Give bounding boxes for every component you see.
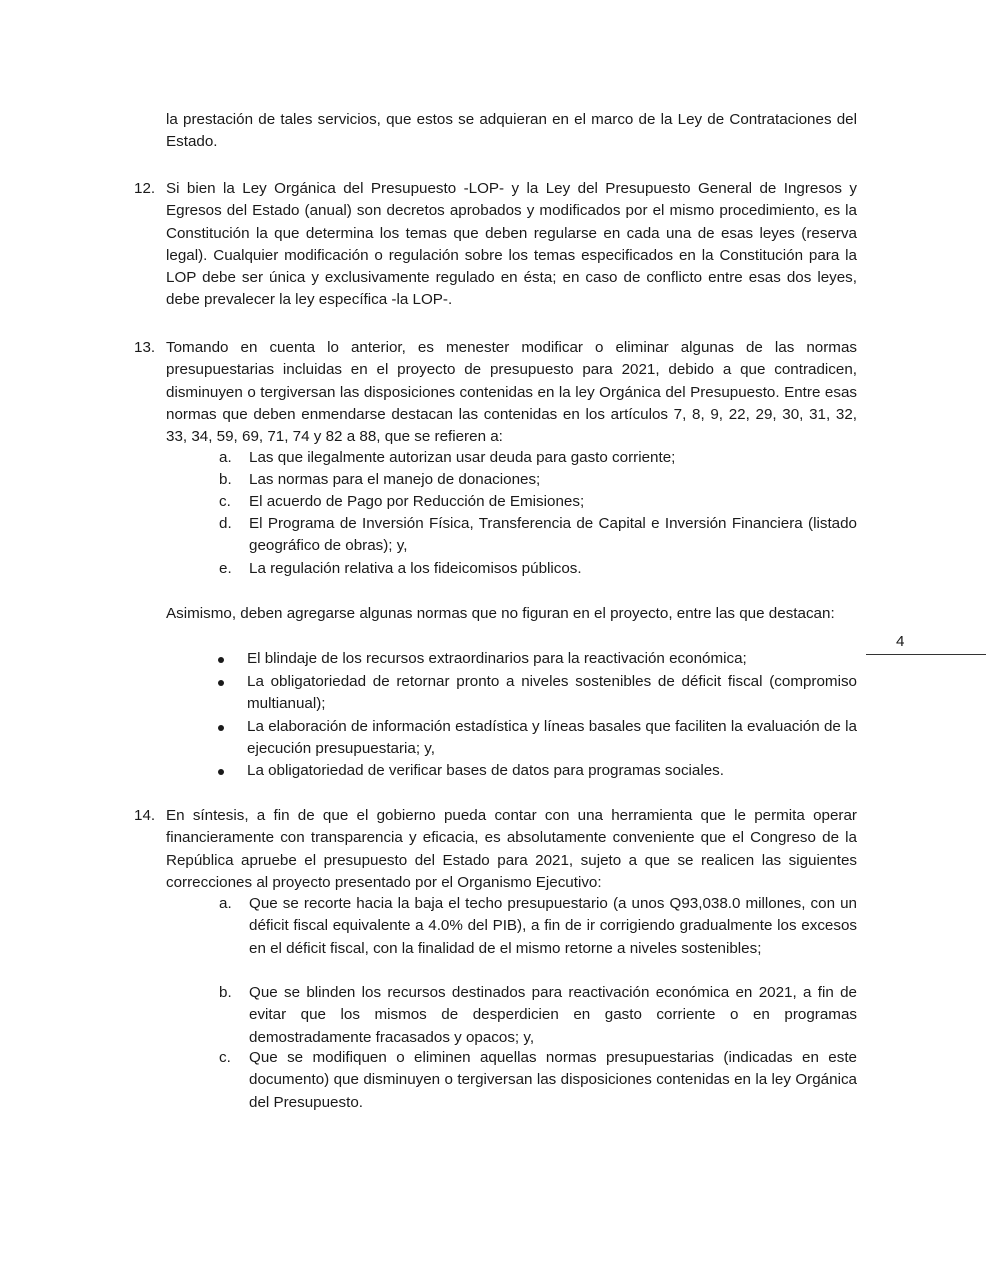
sub-marker: e. xyxy=(219,560,232,577)
item-14-text: En síntesis, a fin de que el gobierno pueda contar con una herramienta que le permita operar financieramente con transparencia y eficacia, es absolutamente conveniente que el Congreso de la República apruebe el presupuesto del Estado para 2021, sujeto a que se realicen las siguientes correcciones al proyecto presentado por el Organismo Ejecutivo: xyxy=(166,807,857,891)
sub-text: Las que ilegalmente autorizan usar deuda para gasto corriente; xyxy=(249,449,676,466)
item-13-sub-e xyxy=(219,558,857,580)
item-14-sub-b xyxy=(219,982,857,1049)
bullet-dot xyxy=(218,657,224,663)
item-12-text: Si bien la Ley Orgánica del Presupuesto -LOP- y la Ley del Presupuesto General de Ingresos y Egresos del Estado (anual) son decretos aprobados y modificados por el mismo procedimiento, es la Constitución la que determina los temas que deben regularse en cada una de esas leyes (reserva legal). Cualquier modificación o regulación sobre los temas especificados en la Constitución para la LOP debe ser única y exclusivamente regulado en ésta; en caso de conflicto entre esas dos leyes, debe prevalecer la ley específica -la LOP-. xyxy=(166,180,857,309)
sub-text: Que se recorte hacia la baja el techo presupuestario (a unos Q93,038.0 millones, con un déficit fiscal equivalente a 4.0% del PIB), a fin de ir corrigiendo gradualmente los excesos en el déficit fiscal, con la finalidad de el mismo retorne a niveles sostenibles; xyxy=(249,895,857,957)
item-13-number: 13. xyxy=(134,339,156,356)
item-14-sub-c xyxy=(219,1047,857,1114)
page-number: 4 xyxy=(896,633,905,650)
bullet-text: La obligatoriedad de verificar bases de datos para programas sociales. xyxy=(247,762,724,779)
sub-marker: d. xyxy=(219,515,232,532)
sub-text: La regulación relativa a los fideicomisos públicos. xyxy=(249,560,582,577)
additional-norms-intro: Asimismo, deben agregarse algunas normas que no figuran en el proyecto, entre las que destacan: xyxy=(166,605,835,622)
item-13-sub-c xyxy=(219,491,857,513)
bullet-dot xyxy=(218,680,224,686)
item-13-text: Tomando en cuenta lo anterior, es menester modificar o eliminar algunas de las normas presupuestarias incluidas en el proyecto de presupuesto para 2021, debido a que contradicen, disminuyen o tergiversan las disposiciones contenidas en la ley Orgánica del Presupuesto. Entre esas normas que deben enmendarse destacan las contenidas en los artículos 7, 8, 9, 22, 29, 30, 31, 32, 33, 34, 59, 69, 71, 74 y 82 a 88, que se refieren a: xyxy=(166,339,857,446)
page-number-rule xyxy=(866,654,986,655)
bullet-dot xyxy=(218,769,224,775)
item-12-number: 12. xyxy=(134,180,156,197)
intro-paragraph: la prestación de tales servicios, que estos se adquieran en el marco de la Ley de Contrataciones del Estado. xyxy=(166,111,857,151)
bullet-dot xyxy=(218,725,224,731)
bullet-text: El blindaje de los recursos extraordinarios para la reactivación económica; xyxy=(247,650,747,667)
item-12 xyxy=(134,178,857,312)
sub-text: El acuerdo de Pago por Reducción de Emisiones; xyxy=(249,493,585,510)
item-13-sub-a xyxy=(219,447,857,469)
sub-text: Que se modifiquen o eliminen aquellas normas presupuestarias (indicadas en este documento) que disminuyen o tergiversan las disposiciones contenidas en la ley Orgánica del Presupuesto. xyxy=(249,1049,857,1111)
sub-marker: b. xyxy=(219,471,232,488)
item-14-sub-a xyxy=(219,893,857,960)
sub-marker: a. xyxy=(219,449,232,466)
sub-text: Que se blinden los recursos destinados para reactivación económica en 2021, a fin de evitar que los mismos de desperdicien en gasto corriente o en programas demostradamente fracasados y opacos; y, xyxy=(249,984,857,1046)
item-14-number: 14. xyxy=(134,807,156,824)
bullet-item xyxy=(247,671,857,716)
item-14 xyxy=(134,805,857,894)
bullet-text: La elaboración de información estadística y líneas basales que faciliten la evaluación de la ejecución presupuestaria; y, xyxy=(247,718,857,758)
sub-marker: b. xyxy=(219,984,232,1001)
item-13-sub-d xyxy=(219,513,857,558)
bullet-item xyxy=(247,716,857,761)
sub-marker: c. xyxy=(219,1049,231,1066)
bullet-text: La obligatoriedad de retornar pronto a niveles sostenibles de déficit fiscal (compromiso multianual); xyxy=(247,673,857,713)
bullet-item xyxy=(247,648,857,670)
sub-marker: a. xyxy=(219,895,232,912)
sub-marker: c. xyxy=(219,493,231,510)
sub-text: El Programa de Inversión Física, Transferencia de Capital e Inversión Financiera (listado geográfico de obras); y, xyxy=(249,515,857,555)
sub-text: Las normas para el manejo de donaciones; xyxy=(249,471,541,488)
bullet-item xyxy=(247,760,857,782)
item-13 xyxy=(134,337,857,448)
item-13-sub-b xyxy=(219,469,857,491)
